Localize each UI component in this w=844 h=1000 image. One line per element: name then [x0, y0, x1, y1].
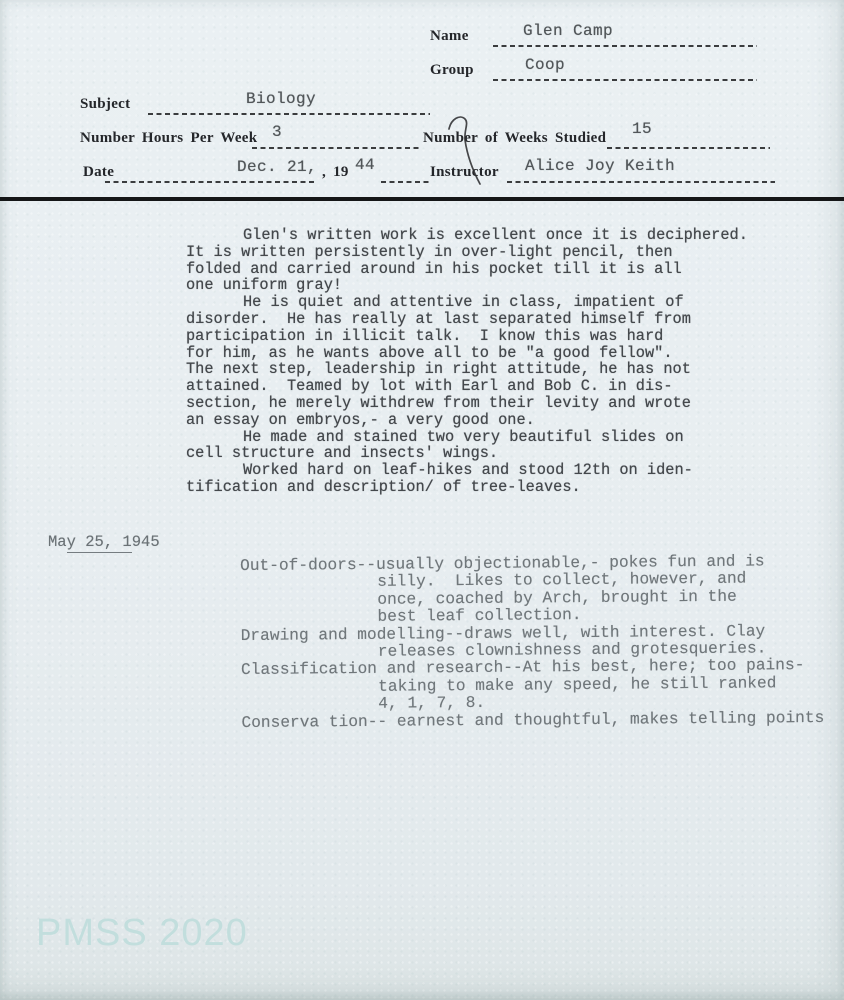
- weeks-rule: [607, 147, 770, 149]
- report-line: Out-of-doors--usually objectionable,- pokes fun and is: [239, 552, 765, 575]
- weeks-value: 15: [632, 120, 653, 138]
- name-rule: [493, 45, 757, 47]
- instructor-label: Instructor: [430, 164, 499, 180]
- report-line: participation in illicit talk. I know this was hard: [186, 326, 664, 345]
- name-label: Name: [430, 28, 469, 44]
- report-line: disorder. He has really at last separated himself from: [186, 309, 691, 328]
- report-line: silly. Likes to collect, however, and: [377, 569, 747, 592]
- entry-date-part: 945: [131, 533, 160, 551]
- group-value: Coop: [525, 56, 566, 74]
- instructor-value: Alice Joy Keith: [525, 157, 676, 175]
- name-value: Glen Camp: [523, 22, 614, 40]
- report-line: It is written persistently in over-light pencil, then: [186, 242, 673, 261]
- report-line: for him, as he wants above all to be "a good fellow".: [186, 343, 673, 362]
- report-line: He is quiet and attentive in class, impatient of: [243, 293, 684, 312]
- report-text-dec-1944: [186, 227, 806, 496]
- hours-rule: [252, 147, 422, 149]
- report-text-may-1945: [240, 553, 844, 732]
- entry-date-part: Ma: [48, 533, 67, 551]
- hours-value: 3: [272, 123, 283, 141]
- report-line: Glen's written work is excellent once it is deciphered.: [243, 226, 748, 244]
- instructor-rule: [507, 181, 775, 183]
- year-prefix: , 19: [322, 164, 349, 180]
- report-line: best leaf collection.: [377, 606, 582, 627]
- report-line: section, he merely withdrew from their levity and wrote: [186, 393, 691, 412]
- year-value: 44: [355, 156, 376, 174]
- date-rule-left: [105, 181, 317, 183]
- report-line: releases clownishness and grotesqueries.: [377, 639, 767, 661]
- report-line: Worked hard on leaf-hikes and stood 12th on iden-: [243, 461, 693, 480]
- report-line: folded and carried around in his pocket till it is all: [186, 259, 682, 278]
- hours-per-week-label: Number Hours Per Week: [80, 130, 258, 146]
- report-line: Classification and research--At his best, here; too pains-: [240, 656, 805, 680]
- group-label: Group: [430, 62, 474, 78]
- entry-date-may-1945: [48, 533, 160, 551]
- report-line: an essay on embryos,- a very good one.: [186, 410, 535, 429]
- report-line: once, coached by Arch, brought in the: [377, 587, 737, 609]
- report-line: 4, 1, 7, 8.: [378, 694, 486, 714]
- archive-watermark: PMSS 2020: [36, 912, 248, 954]
- report-line: taking to make any speed, he still ranked: [378, 674, 777, 696]
- subject-value: Biology: [246, 90, 317, 108]
- subject-rule: [148, 113, 430, 115]
- header-divider-rule: [0, 197, 844, 201]
- report-line: Drawing and modelling--draws well, with interest. Clay: [240, 622, 766, 645]
- report-line: tification and description/ of tree-leaves.: [186, 477, 581, 496]
- weeks-studied-label: Number of Weeks Studied: [423, 130, 607, 146]
- report-line: attained. Teamed by lot with Earl and Bob C. in dis-: [186, 377, 673, 396]
- report-line: one uniform gray!: [186, 276, 343, 295]
- report-line: cell structure and insects' wings.: [186, 444, 499, 463]
- report-line: Conserva tion-- earnest and thoughtful, makes telling points: [241, 708, 825, 732]
- date-rule-right: [381, 181, 429, 183]
- report-line: He made and stained two very beautiful slides on: [243, 427, 684, 446]
- date-value: Dec. 21,: [237, 158, 318, 176]
- date-label: Date: [83, 164, 115, 180]
- entry-date-part-underlined: y 25, 1: [66, 533, 132, 551]
- group-rule: [493, 79, 757, 81]
- subject-label: Subject: [80, 96, 131, 112]
- report-line: The next step, leadership in right attitude, he has not: [186, 360, 691, 379]
